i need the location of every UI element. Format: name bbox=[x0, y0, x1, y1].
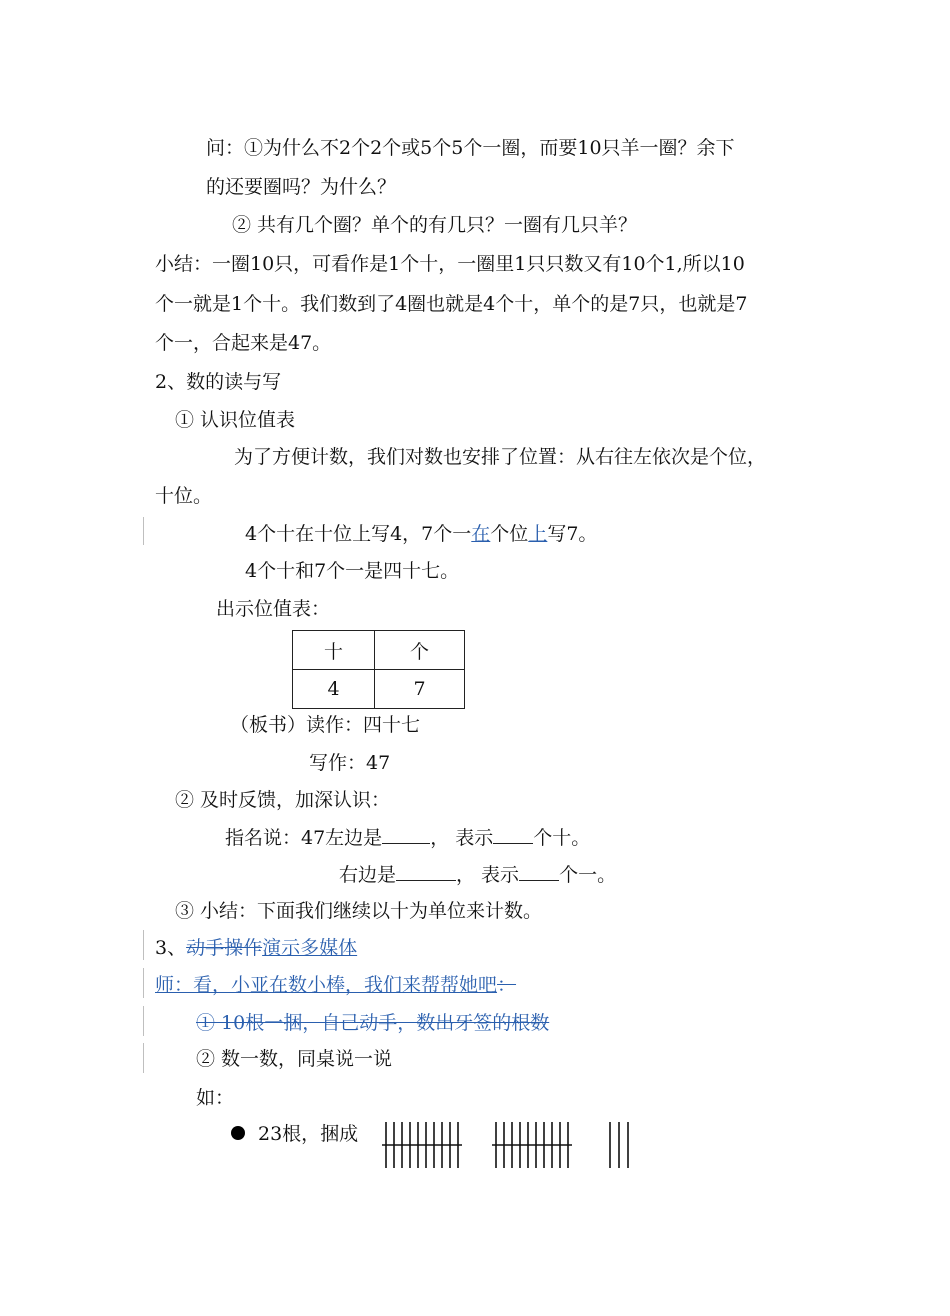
inserted-text: 师：看，小亚在数小棒，我们来帮帮她吧 bbox=[155, 974, 498, 996]
change-bar bbox=[143, 1043, 144, 1073]
paragraph-line-a: 为了方便计数，我们对数也安排了位置：从右往左依次是个位， bbox=[234, 446, 767, 468]
header-tens: 十 bbox=[293, 631, 375, 670]
subsection-3: ③ 小结：下面我们继续以十为单位来计数。 bbox=[175, 900, 543, 922]
deleted-item-1: ① 10根一捆，自己动手，数出牙签的根数 bbox=[196, 1012, 550, 1034]
deleted-text: ： bbox=[497, 974, 517, 996]
item-2: ② 数一数，同桌说一说 bbox=[196, 1048, 393, 1070]
place-value-table bbox=[292, 630, 465, 709]
inserted-text: 上 bbox=[528, 523, 548, 545]
subsection-1: ① 认识位值表 bbox=[175, 409, 296, 431]
answer-blank[interactable] bbox=[519, 862, 559, 881]
question-1-line-b: 的还要圈吗？为什么？ bbox=[206, 176, 397, 198]
section-3-number: 3、 bbox=[155, 937, 187, 959]
header-ones: 个 bbox=[375, 631, 465, 670]
board-write: 写作：47 bbox=[309, 752, 391, 774]
change-bar bbox=[143, 1006, 144, 1036]
feedback-text: 右边是 bbox=[339, 864, 397, 886]
show-table-label: 出示位值表： bbox=[216, 598, 331, 620]
example-label: 如： bbox=[196, 1087, 235, 1109]
read-rule-line: 4个十和7个一是四十七。 bbox=[245, 560, 460, 582]
section-2-heading: 2、数的读与写 bbox=[155, 371, 282, 393]
feedback-text: 指名说：47左边是 bbox=[225, 827, 383, 849]
deleted-text: 动手操作 bbox=[186, 937, 263, 959]
section-3-heading bbox=[155, 936, 357, 960]
write-rule-text: 写7。 bbox=[547, 523, 598, 545]
inserted-text: 在 bbox=[471, 523, 491, 545]
summary-line-b: 个一就是1个十。我们数到了4圈也就是4个十，单个的是7只，也就是7 bbox=[155, 293, 748, 315]
bullet-text: 23根，捆成 bbox=[258, 1123, 359, 1145]
feedback-line-2 bbox=[339, 862, 616, 887]
summary-line-a: 小结：一圈10只，可看作是1个十，一圈里1只只数又有10个1,所以10 bbox=[155, 253, 745, 275]
feedback-text: ， 表示 bbox=[430, 827, 494, 849]
change-bar bbox=[143, 968, 144, 998]
value-tens: 4 bbox=[293, 670, 375, 709]
answer-blank[interactable] bbox=[493, 825, 533, 844]
counting-sticks bbox=[380, 1118, 680, 1178]
write-rule-text: 4个十在十位上写4，7个一 bbox=[245, 523, 472, 545]
question-2: ② 共有几个圈？单个的有几只？一圈有几只羊？ bbox=[232, 214, 638, 236]
inserted-text: 演示多媒体 bbox=[262, 937, 358, 959]
feedback-text: 个一。 bbox=[559, 864, 617, 886]
answer-blank[interactable] bbox=[396, 862, 456, 881]
subsection-2: ② 及时反馈，加深认识： bbox=[175, 789, 391, 811]
feedback-text: 个十。 bbox=[533, 827, 591, 849]
value-ones: 7 bbox=[375, 670, 465, 709]
write-rule-text: 个位 bbox=[490, 523, 529, 545]
answer-blank[interactable] bbox=[382, 825, 430, 844]
feedback-line-1 bbox=[225, 825, 590, 850]
change-bar bbox=[143, 930, 144, 960]
board-read: （板书）读作：四十七 bbox=[230, 714, 421, 736]
write-rule-line bbox=[245, 522, 597, 546]
change-bar bbox=[143, 517, 144, 545]
question-1-line-a: 问：①为什么不2个2个或5个5个一圈，而要10只羊一圈？余下 bbox=[206, 137, 735, 159]
feedback-text: ， 表示 bbox=[456, 864, 520, 886]
paragraph-line-b: 十位。 bbox=[155, 485, 213, 507]
bullet-icon bbox=[231, 1126, 245, 1140]
summary-line-c: 个一，合起来是47。 bbox=[155, 332, 332, 354]
teacher-line bbox=[155, 973, 516, 997]
